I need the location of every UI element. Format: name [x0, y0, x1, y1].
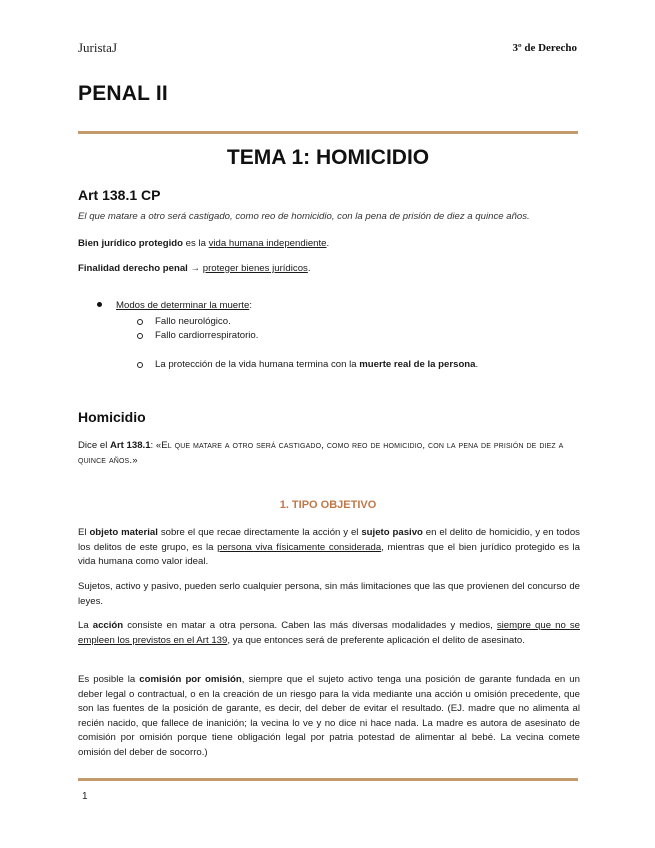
bold-run: sujeto pasivo [361, 527, 423, 538]
paragraph-accion [78, 619, 580, 648]
list-item: Fallo cardiorrespiratorio. [155, 330, 259, 341]
text-run: El [78, 527, 90, 538]
bold-run: acción [92, 620, 124, 631]
circle-bullet-icon [137, 319, 143, 325]
text-run: , mientras que el bien jurídico protegido es la vida humana como valor ideal. [78, 541, 580, 567]
tema-title: TEMA 1: HOMICIDIO [226, 146, 430, 169]
document-title: PENAL II [78, 82, 168, 105]
text-run: , siempre que el sujeto activo tenga una posición de garante fundada en un deber legal o contractual, o en la creación de un riesgo para la vida mediante una acción u omisión precedente, que son las fuentes de la posición de garante, es decir, del deber de evitar el resultado. (EJ. madre que no alimenta al recién nacido, que fallece de inanición; la vecina lo ve y no dice ni hace nada. La madre es autora de asesinato de comisión por omisión porque tiene obligación legal por patria potestad de alimentar al bebé. La vecina comete omisión del deber de socorro.) [78, 674, 580, 758]
list-item: Fallo neurológico. [155, 316, 231, 327]
dice-close: » [132, 455, 138, 466]
dice-article: Art 138.1 [110, 440, 151, 451]
top-divider [78, 131, 578, 134]
bullet-icon [97, 302, 102, 307]
circle-bullet-icon [137, 333, 143, 339]
dice-quote: El que matare a otro será castigado, como reo de homicidio, con la pena de prisión de diez a quince años. [78, 440, 564, 466]
text-run: en el delito de homicidio, y en todos los delitos de este grupo, es la [78, 527, 580, 553]
text-run: La [78, 620, 93, 631]
dice-colon: : « [150, 440, 162, 451]
finalidad-value: proteger bienes jurídicos [202, 263, 308, 274]
proteccion-bold: muerte real de la persona [359, 359, 476, 370]
bold-run: objeto material [89, 527, 158, 538]
dice-pre: Dice el [78, 440, 110, 451]
text-run: Es posible la [78, 674, 140, 685]
bottom-divider [78, 778, 578, 781]
modos-colon: : [249, 300, 252, 311]
paragraph-objeto [78, 526, 580, 570]
proteccion-text: La protección de la vida humana termina con la [155, 359, 360, 370]
text-run: sobre el que recae directamente la acción y el [157, 527, 362, 538]
finalidad-line [78, 263, 311, 274]
finalidad-end: . [307, 263, 311, 274]
bien-juridico-middle: es la [183, 238, 209, 249]
header-course: 3º de Derecho [512, 42, 577, 54]
text-run: consiste en matar a otra persona. Caben las más diversas modalidades y medios, [123, 620, 497, 631]
page-number: 1 [82, 791, 88, 802]
underlined-run: persona viva físicamente considerada [217, 541, 382, 553]
bien-juridico-end: . [326, 238, 330, 249]
proteccion-end: . [475, 359, 479, 370]
bien-juridico-label: Bien jurídico protegido [78, 238, 183, 249]
section-heading: 1. TIPO OBJETIVO [279, 499, 377, 511]
article-quote: El que matare a otro será castigado, como reo de homicidio, con la pena de prisión de diez a quince años. [78, 211, 530, 222]
bien-juridico-value: vida humana independiente [208, 238, 327, 249]
proteccion-line [155, 359, 478, 370]
bold-run: comisión por omisión [139, 674, 242, 685]
header-author: JuristaJ [78, 40, 117, 55]
finalidad-label: Finalidad derecho penal [78, 263, 188, 274]
paragraph-sujetos: Sujetos, activo y pasivo, pueden serlo cualquier persona, sin más limitaciones que las que provienen del concurso de leyes. [78, 581, 580, 607]
dice-paragraph [78, 438, 578, 468]
text-run: , ya que entonces será de preferente aplicación el delito de asesinato. [227, 634, 525, 646]
arrow-icon: → [187, 263, 203, 274]
circle-bullet-icon [137, 362, 143, 368]
bien-juridico-line [78, 238, 329, 249]
article-heading: Art 138.1 CP [78, 187, 161, 203]
modos-line [116, 300, 252, 311]
modos-label: Modos de determinar la muerte [116, 300, 250, 311]
underlined-run: siempre que no se empleen los previstos en el Art 139 [78, 620, 580, 646]
paragraph-omision [78, 673, 580, 760]
homicidio-heading: Homicidio [78, 409, 146, 425]
